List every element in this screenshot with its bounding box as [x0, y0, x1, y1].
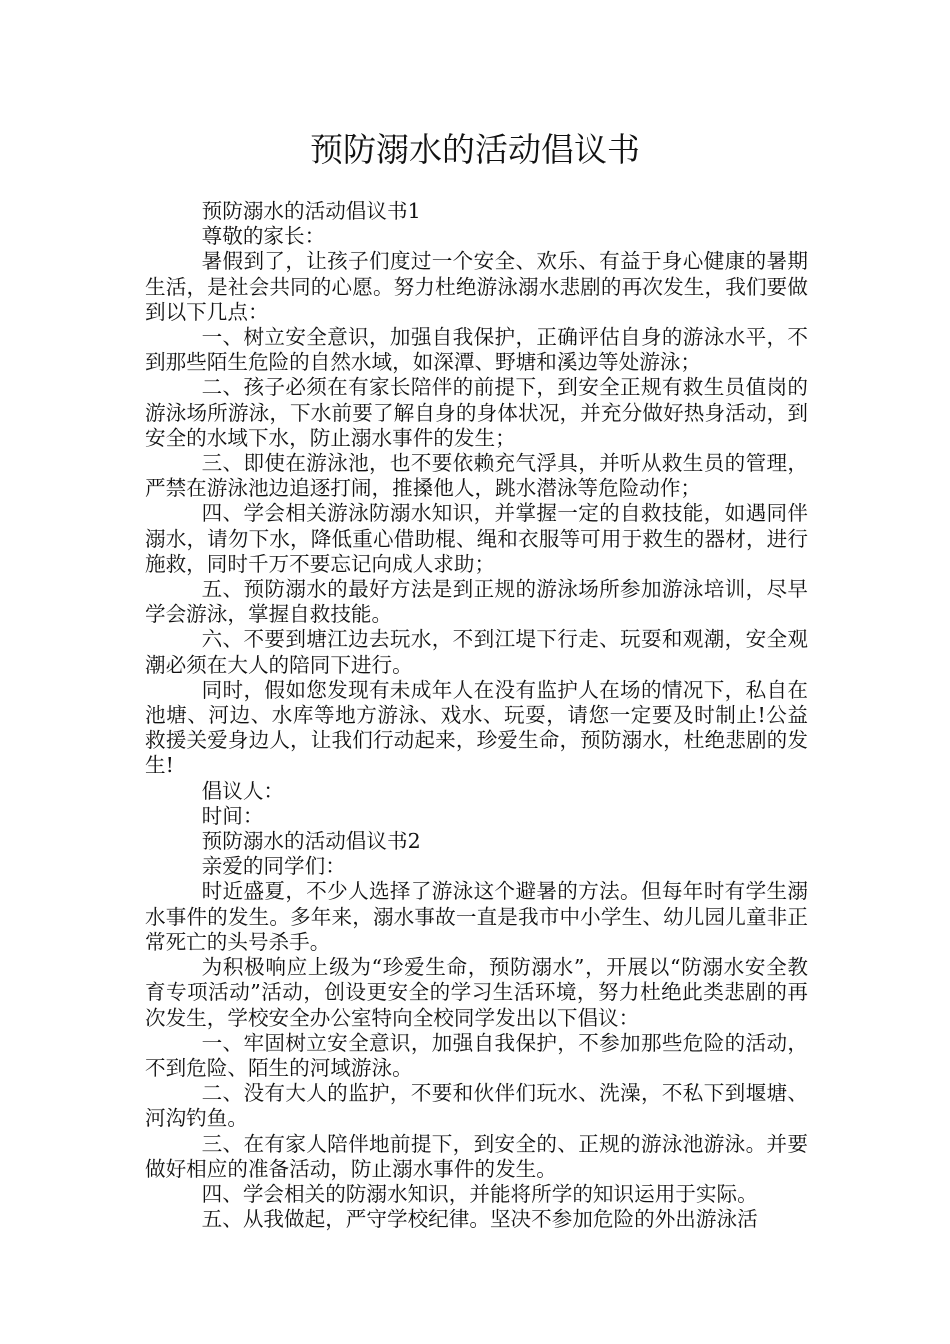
- paragraph-summer: 时近盛夏，不少人选择了游泳这个避暑的方法。但每年时有学生溺水事件的发生。多年来，溺水事故一直是我市中小学生、幼儿园儿童非正常死亡的头号杀手。: [145, 879, 808, 954]
- salutation-students: 亲爱的同学们：: [201, 854, 346, 879]
- paragraph-point-6: 六、不要到塘江边去玩水，不到江堤下行走、玩耍和观潮，安全观潮必须在大人的陪同下进行。: [145, 627, 808, 677]
- paragraph-point-5: 五、预防溺水的最好方法是到正规的游泳场所参加游泳培训，尽早学会游泳，掌握自救技能。: [145, 577, 808, 627]
- paragraph-point-2: 二、孩子必须在有家长陪伴的前提下，到安全正规有救生员值岗的游泳场所游泳，下水前要了解自身的身体状况，并充分做好热身活动，到安全的水域下水，防止溺水事件的发生；: [145, 375, 808, 450]
- paragraph-rule-2: 二、没有大人的监护，不要和伙伴们玩水、洗澡，不私下到堰塘、河沟钓鱼。: [145, 1081, 808, 1131]
- paragraph-point-3: 三、即使在游泳池，也不要依赖充气浮具，并听从救生员的管理，严禁在游泳池边追逐打闹，推搡他人，跳水潜泳等危险动作；: [145, 451, 808, 501]
- signature-date: 时间：: [201, 803, 264, 828]
- section-heading-2: 预防溺水的活动倡议书2: [201, 829, 421, 854]
- paragraph-intro: 暑假到了，让孩子们度过一个安全、欢乐、有益于身心健康的暑期生活，是社会共同的心愿。努力杜绝游泳溺水悲剧的再次发生，我们要做到以下几点：: [145, 249, 808, 324]
- paragraph-rule-4: 四、学会相关的防溺水知识，并能将所学的知识运用于实际。: [201, 1181, 758, 1206]
- paragraph-point-4: 四、学会相关游泳防溺水知识，并掌握一定的自救技能，如遇同伴溺水，请勿下水，降低重心借助棍、绳和衣服等可用于救生的器材，进行施救，同时千万不要忘记向成人求助；: [145, 501, 808, 576]
- paragraph-rule-3: 三、在有家人陪伴地前提下，到安全的、正规的游泳池游泳。并要做好相应的准备活动，防止溺水事件的发生。: [145, 1131, 808, 1181]
- section-heading-1: 预防溺水的活动倡议书1: [201, 199, 421, 223]
- paragraph-rule-1: 一、牢固树立安全意识，加强自我保护，不参加那些危险的活动，不到危险、陌生的河域游泳。: [145, 1030, 808, 1080]
- paragraph-initiative: 为积极响应上级为“珍爱生命，预防溺水”，开展以“防溺水安全教育专项活动”活动，创设更安全的学习生活环境，努力杜绝此类悲剧的再次发生，学校安全办公室特向全校同学发出以下倡议：: [145, 955, 808, 1030]
- paragraph-rule-5: 五、从我做起，严守学校纪律。坚决不参加危险的外出游泳活: [201, 1207, 758, 1232]
- signature-initiator: 倡议人：: [201, 778, 285, 803]
- paragraph-appeal: 同时，假如您发现有未成年人在没有监护人在场的情况下，私自在池塘、河边、水库等地方游泳、戏水、玩耍，请您一定要及时制止!公益救援关爱身边人，让我们行动起来，珍爱生命，预防溺水，杜绝悲剧的发生!: [145, 677, 808, 778]
- paragraph-point-1: 一、树立安全意识，加强自我保护，正确评估自身的游泳水平，不到那些陌生危险的自然水域，如深潭、野塘和溪边等处游泳；: [145, 325, 808, 375]
- salutation-parents: 尊敬的家长：: [201, 224, 326, 249]
- document-body: [145, 199, 808, 1232]
- document-title: 预防溺水的活动倡议书: [310, 130, 640, 169]
